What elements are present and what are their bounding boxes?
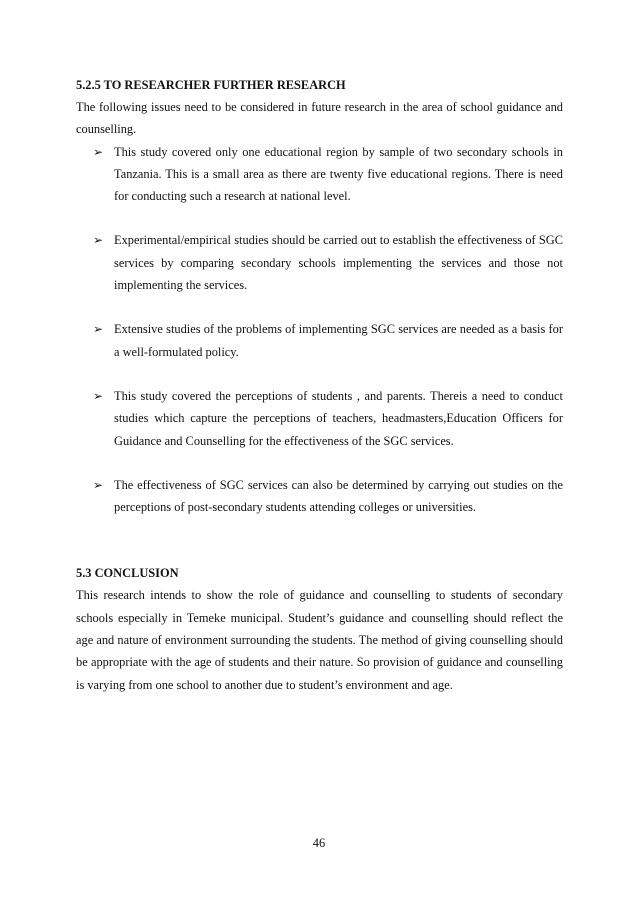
arrow-bullet-icon: ➢: [93, 322, 104, 337]
list-item: [76, 141, 563, 208]
section-heading-further-research: 5.2.5 TO RESEARCHER FURTHER RESEARCH: [76, 78, 346, 92]
arrow-bullet-icon: ➢: [93, 388, 104, 403]
arrow-bullet-icon: ➢: [93, 144, 104, 159]
list-item-text: This study covered the perceptions of students , and parents. Thereis a need to conduct studies which capture the perceptions of teachers, headmasters,Education Officers for Guidance and Counselling for the effectiveness of the SGC services.: [114, 388, 563, 448]
arrow-bullet-icon: ➢: [93, 477, 104, 492]
arrow-bullet-icon: ➢: [93, 233, 104, 248]
further-research-intro: The following issues need to be considered in future research in the area of school guidance and counselling.: [76, 100, 563, 137]
list-item-text: Experimental/empirical studies should be carried out to establish the effectiveness of SGC services by comparing secondary schools implementing the services and those not implementing the services.: [114, 233, 563, 293]
list-item: [76, 318, 563, 363]
list-item-text: The effectiveness of SGC services can also be determined by carrying out studies on the perceptions of post-secondary students attending colleges or universities.: [114, 477, 563, 515]
list-item: [76, 385, 563, 452]
section-spacer: [76, 540, 563, 562]
document-page: [76, 64, 563, 696]
list-item-text: This study covered only one educational region by sample of two secondary schools in Tanzania. This is a small area as there are twenty five educational regions. There is need for conducting such a research at national level.: [114, 144, 563, 204]
list-item: [76, 474, 563, 519]
section-heading-conclusion: 5.3 CONCLUSION: [76, 566, 179, 581]
further-research-list: [76, 141, 563, 519]
list-item: [76, 229, 563, 296]
conclusion-body: This research intends to show the role of guidance and counselling to students of secondary schools especially in Temeke municipal. Student’s guidance and counselling should reflect the age and nature of environment surrounding the students. The method of giving counselling should be appropriate with the age of students and their nature. So provision of guidance and counselling is varying from one school to another due to student’s environment and age.: [76, 588, 563, 692]
page-number: 46: [312, 836, 326, 850]
list-item-text: Extensive studies of the problems of implementing SGC services are needed as a basis for a well-formulated policy.: [114, 322, 563, 359]
